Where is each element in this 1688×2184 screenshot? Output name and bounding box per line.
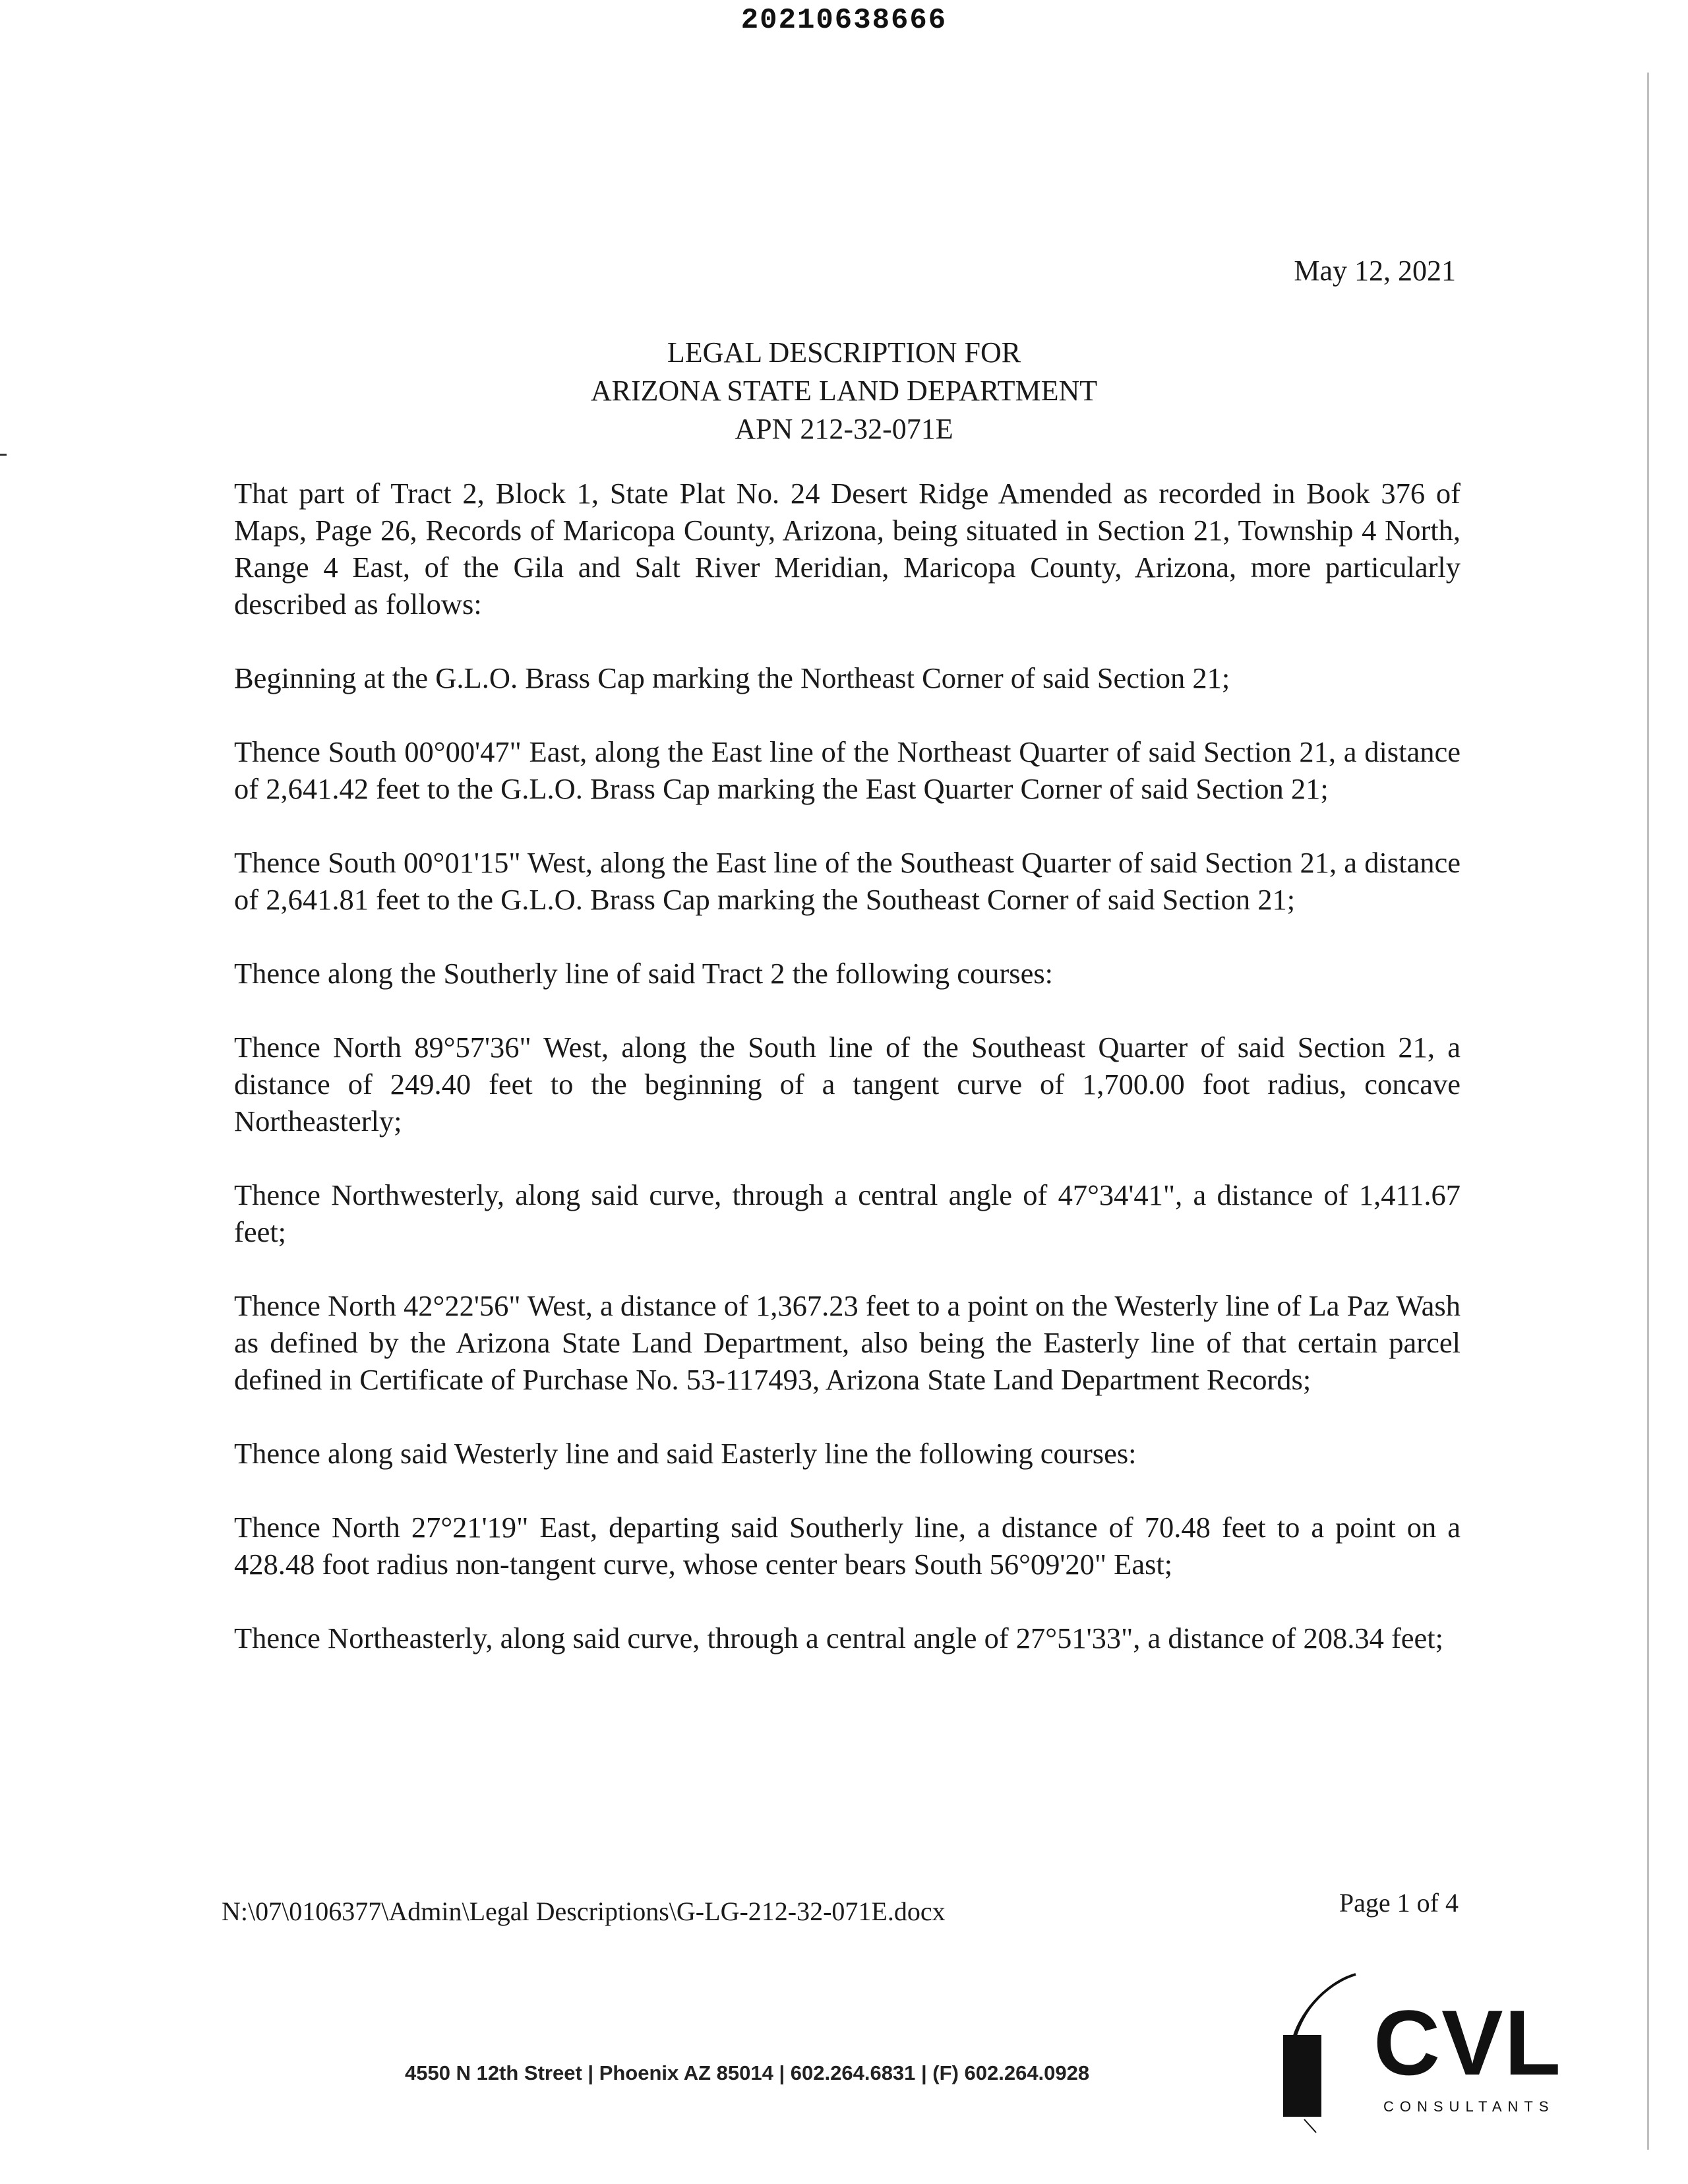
paragraph-course: Thence North 42°22'56" West, a distance of 1,367.23 feet to a point on the Westerly line of La Paz Wash as defined by the Arizona State Land Department, also being the Easterly line of that certain parcel defined in Certificate of Purchase No. 53-117493, Arizona State Land Department Records; bbox=[234, 1289, 1461, 1396]
company-address: 4550 N 12th Street | Phoenix AZ 85014 | 602.264.6831 | (F) 602.264.0928 bbox=[405, 2061, 1090, 2084]
document-heading bbox=[0, 334, 1688, 448]
logo-wordmark: CVL bbox=[1373, 1991, 1562, 2094]
footer-file-path: N:\07\0106377\Admin\Legal Descriptions\G-LG-212-32-071E.docx bbox=[222, 1896, 946, 1926]
paragraph-course: Thence Northeasterly, along said curve, through a central angle of 27°51'33", a distance of 208.34 feet; bbox=[234, 1622, 1444, 1654]
paragraph-beginning: Beginning at the G.L.O. Brass Cap marking the Northeast Corner of said Section 21; bbox=[234, 661, 1230, 694]
recording-number: 20210638666 bbox=[740, 4, 948, 37]
document-date: May 12, 2021 bbox=[1294, 255, 1456, 287]
heading-line-1: LEGAL DESCRIPTION FOR bbox=[667, 336, 1021, 369]
paragraph-course: Thence South 00°00'47" East, along the East line of the Northeast Quarter of said Section 21, a distance of 2,641.42 feet to the G.L.O. Brass Cap marking the East Quarter Corner of said Section 21; bbox=[234, 735, 1461, 805]
cvl-logo-icon bbox=[1278, 1970, 1370, 2135]
paragraph-course: Thence South 00°01'15" West, along the East line of the Southeast Quarter of said Section 21, a distance of 2,641.81 feet to the G.L.O. Brass Cap marking the Southeast Corner of said Section 21; bbox=[234, 846, 1461, 916]
company-logo bbox=[1278, 1970, 1562, 2135]
page-number: Page 1 of 4 bbox=[1339, 1888, 1459, 1918]
paragraph-intro: That part of Tract 2, Block 1, State Plat No. 24 Desert Ridge Amended as recorded in Book 376 of Maps, Page 26, Records of Maricopa County, Arizona, being situated in Section 21, Township 4 North, Range 4 East, of the Gila and Salt River Meridian, Maricopa County, Arizona, more particularly described as follows: bbox=[234, 477, 1461, 621]
paragraph-course: Thence Northwesterly, along said curve, through a central angle of 47°34'41", a distance of 1,411.67 feet; bbox=[234, 1178, 1461, 1248]
legal-description-body bbox=[234, 475, 1461, 1693]
paragraph-course: Thence along the Southerly line of said Tract 2 the following courses: bbox=[234, 957, 1054, 990]
paragraph-course: Thence North 27°21'19" East, departing said Southerly line, a distance of 70.48 feet to a point on a 428.48 foot radius non-tangent curve, whose center bears South 56°09'20" East; bbox=[234, 1511, 1461, 1581]
logo-subtitle: CONSULTANTS bbox=[1383, 2098, 1555, 2115]
heading-line-3: APN 212-32-071E bbox=[735, 413, 953, 445]
paragraph-course: Thence North 89°57'36" West, along the South line of the Southeast Quarter of said Section 21, a distance of 249.40 feet to the beginning of a tangent curve of 1,700.00 foot radius, concave Northeasterly; bbox=[234, 1031, 1461, 1138]
paragraph-course: Thence along said Westerly line and said Easterly line the following courses: bbox=[234, 1437, 1137, 1470]
heading-line-2: ARIZONA STATE LAND DEPARTMENT bbox=[590, 375, 1098, 407]
scan-mark bbox=[0, 454, 7, 456]
